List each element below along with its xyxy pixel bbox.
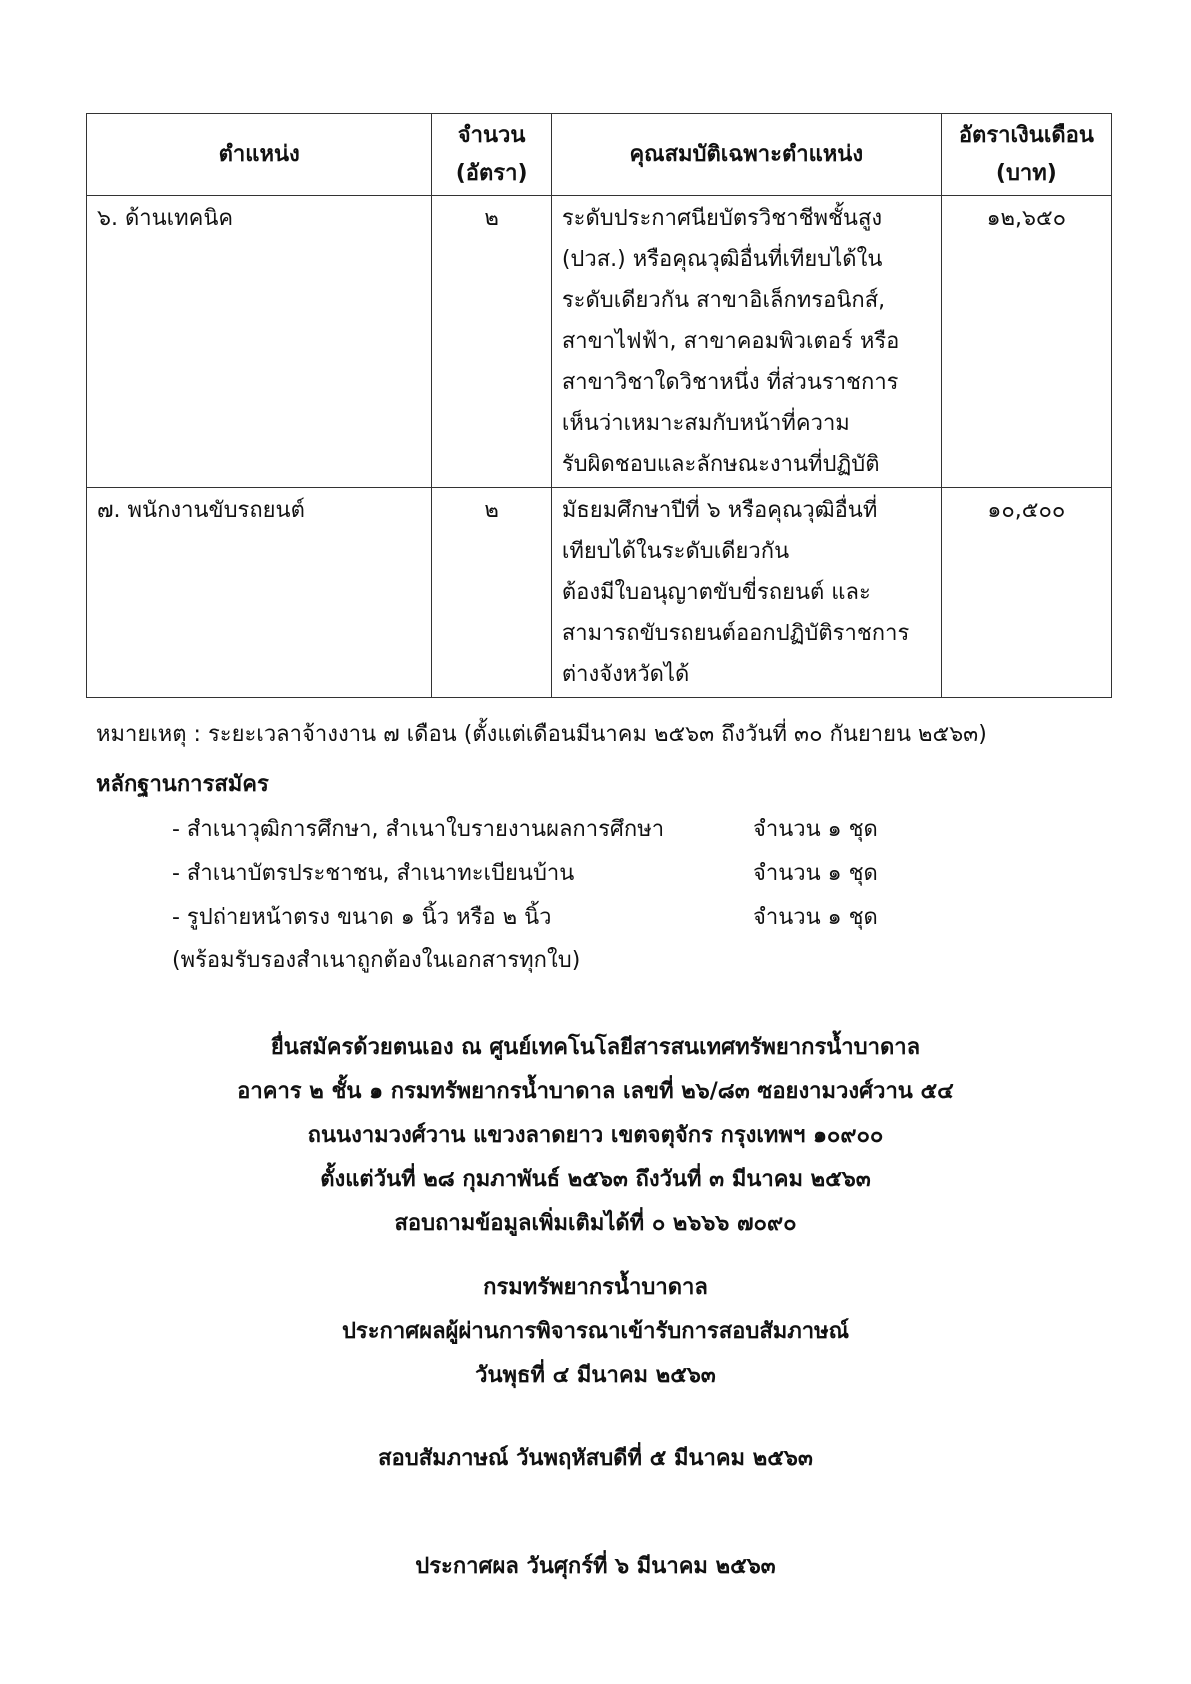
header-count-line2: (อัตรา) xyxy=(455,160,528,186)
application-address-line: อาคาร ๒ ชั้น ๑ กรมทรัพยากรน้ำบาดาล เลขที่ ๒๖/๘๓ ซอยงามวงศ์วาน ๕๔ xyxy=(237,1079,954,1104)
table-header-row xyxy=(87,114,1112,196)
qualification-line: เห็นว่าเหมาะสมกับหน้าที่ความ xyxy=(561,411,850,436)
row-salary: ๑๒,๖๕๐ xyxy=(941,196,1111,488)
department-name: กรมทรัพยากรน้ำบาดาล xyxy=(483,1275,708,1300)
application-details xyxy=(0,1026,1191,1246)
table-row xyxy=(87,196,1112,488)
evidence-document: - สำเนาบัตรประชาชน, สำเนาทะเบียนบ้าน xyxy=(172,861,575,886)
qualification-line: เทียบได้ในระดับเดียวกัน xyxy=(561,539,790,564)
header-count xyxy=(432,114,551,196)
evidence-quantity: จำนวน ๑ ชุด xyxy=(753,817,878,842)
qualification-line: มัธยมศึกษาปีที่ ๖ หรือคุณวุฒิอื่นที่ xyxy=(561,498,878,523)
interview-date: สอบสัมภาษณ์ วันพฤหัสบดีที่ ๕ มีนาคม ๒๕๖๓ xyxy=(378,1446,813,1471)
list-item xyxy=(172,896,932,940)
qualification-line: ระดับประกาศนียบัตรวิชาชีพชั้นสูง xyxy=(561,206,883,231)
evidence-list xyxy=(172,808,932,940)
qualification-line: ต่างจังหวัดได้ xyxy=(561,662,690,687)
evidence-quantity: จำนวน ๑ ชุด xyxy=(753,905,878,930)
application-location-line: ยื่นสมัครด้วยตนเอง ณ ศูนย์เทคโนโลยีสารสนเทศทรัพยากรน้ำบาดาล xyxy=(270,1035,921,1060)
result-announcement-date: ประกาศผล วันศุกร์ที่ ๖ มีนาคม ๒๕๖๓ xyxy=(415,1554,776,1579)
certify-copies-note: (พร้อมรับรองสำเนาถูกต้องในเอกสารทุกใบ) xyxy=(172,948,581,973)
row-count: ๒ xyxy=(432,488,551,698)
qualification-line: สามารถขับรถยนต์ออกปฏิบัติราชการ xyxy=(561,621,910,646)
row-qualification xyxy=(551,488,941,698)
row-salary: ๑๐,๕๐๐ xyxy=(941,488,1111,698)
row-position: ๗. พนักงานขับรถยนต์ xyxy=(87,488,432,698)
list-item xyxy=(172,852,932,896)
header-qualification: คุณสมบัติเฉพาะตำแหน่ง xyxy=(551,114,941,196)
qualification-line: (ปวส.) หรือคุณวุฒิอื่นที่เทียบได้ใน xyxy=(561,247,883,272)
row-count: ๒ xyxy=(432,196,551,488)
announcement-block xyxy=(0,1266,1191,1398)
qualification-line: สาขาวิชาใดวิชาหนึ่ง ที่ส่วนราชการ xyxy=(561,370,899,395)
row-position: ๖. ด้านเทคนิค xyxy=(87,196,432,488)
header-count-line1: จำนวน xyxy=(457,122,526,148)
evidence-quantity: จำนวน ๑ ชุด xyxy=(753,861,878,886)
qualification-line: รับผิดชอบและลักษณะงานที่ปฏิบัติ xyxy=(561,452,880,477)
evidence-title: หลักฐานการสมัคร xyxy=(96,772,269,797)
header-salary-line2: (บาท) xyxy=(995,160,1057,186)
application-address-line: ถนนงามวงศ์วาน แขวงลาดยาว เขตจตุจักร กรุงเทพฯ ๑๐๙๐๐ xyxy=(307,1123,884,1148)
application-period-line: ตั้งแต่วันที่ ๒๘ กุมภาพันธ์ ๒๕๖๓ ถึงวันที่ ๓ มีนาคม ๒๕๖๓ xyxy=(320,1167,871,1192)
header-salary-line1: อัตราเงินเดือน xyxy=(958,122,1094,148)
row-qualification xyxy=(551,196,941,488)
list-item xyxy=(172,808,932,852)
employment-period-note: หมายเหตุ : ระยะเวลาจ้างงาน ๗ เดือน (ตั้งแต่เดือนมีนาคม ๒๕๖๓ ถึงวันที่ ๓๐ กันยายน ๒๕๖๓) xyxy=(96,722,987,747)
contact-phone-line: สอบถามข้อมูลเพิ่มเติมได้ที่ ๐ ๒๖๖๖ ๗๐๙๐ xyxy=(394,1211,797,1236)
evidence-document: - สำเนาวุฒิการศึกษา, สำเนาใบรายงานผลการศึกษา xyxy=(172,817,665,842)
header-salary xyxy=(941,114,1111,196)
announcement-title: ประกาศผลผู้ผ่านการพิจารณาเข้ารับการสอบสัมภาษณ์ xyxy=(341,1319,850,1344)
positions-table xyxy=(86,113,1112,698)
qualification-line: สาขาไฟฟ้า, สาขาคอมพิวเตอร์ หรือ xyxy=(561,329,900,354)
announcement-date: วันพุธที่ ๔ มีนาคม ๒๕๖๓ xyxy=(475,1363,716,1388)
evidence-document: - รูปถ่ายหน้าตรง ขนาด ๑ นิ้ว หรือ ๒ นิ้ว xyxy=(172,905,552,930)
table-row xyxy=(87,488,1112,698)
qualification-line: ระดับเดียวกัน สาขาอิเล็กทรอนิกส์, xyxy=(561,288,886,313)
qualification-line: ต้องมีใบอนุญาตขับขี่รถยนต์ และ xyxy=(561,580,871,605)
header-position: ตำแหน่ง xyxy=(87,114,432,196)
